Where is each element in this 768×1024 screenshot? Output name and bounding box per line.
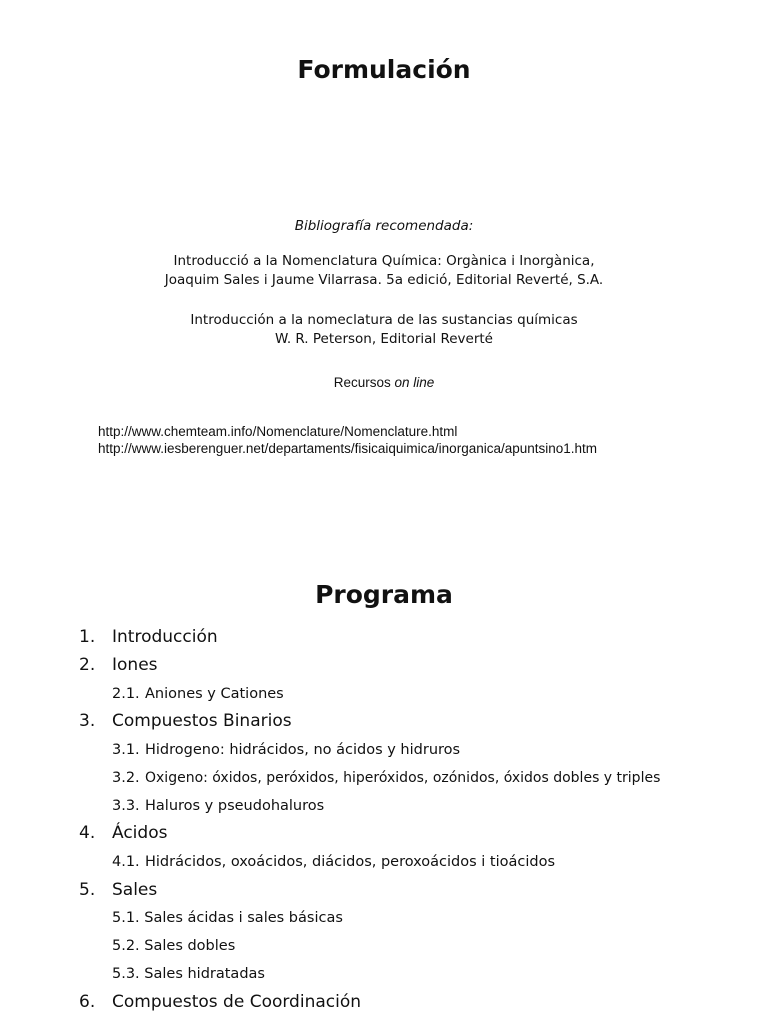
item-text: Hidrogeno: hidrácidos, no ácidos y hidruros [145, 742, 461, 758]
item-text: Oxigeno: óxidos, peróxidos, hiperóxidos, ozónidos, óxidos dobles y triples [145, 770, 661, 786]
item-text: 5.2. Sales dobles [112, 938, 236, 954]
item-number: 2. [79, 655, 96, 675]
item-number: 3. [79, 711, 96, 731]
item-number: 5. [79, 880, 96, 900]
item-text: Compuestos Binarios [112, 711, 292, 731]
page-title: Formulación [297, 55, 471, 84]
item-text: 5.3. Sales hidratadas [112, 966, 265, 982]
item-number: 1. [79, 627, 96, 647]
book1-authors: Joaquim Sales i Jaume Vilarrasa. 5a edició, Editorial Reverté, S.A. [164, 272, 604, 288]
resource-link-iesberenguer[interactable]: http://www.iesberenguer.net/departaments/fisicaiquimica/inorganica/apuntsino1.htm [98, 441, 598, 456]
item-number: 4.1. [112, 854, 140, 870]
book2-title: Introducción a la nomeclatura de las sustancias químicas [190, 312, 578, 328]
item-number: 3.1. [112, 742, 140, 758]
item-text: Iones [112, 655, 158, 675]
bibliography-heading: Bibliografía recomendada: [294, 218, 474, 234]
item-text: 5.1. Sales ácidas i sales básicas [112, 910, 343, 926]
item-text: Ácidos [112, 823, 168, 843]
item-number: 6. [79, 992, 96, 1012]
resources-label-italic: on line [394, 375, 435, 390]
book1-title: Introducció a la Nomenclatura Química: Orgànica i Inorgànica, [173, 253, 595, 269]
item-text: Aniones y Cationes [145, 686, 284, 702]
resources-label [0, 373, 768, 392]
item-number: 4. [79, 823, 96, 843]
item-text: Introducción [112, 627, 218, 647]
item-number: 3.2. [112, 770, 140, 786]
item-text: Haluros y pseudohaluros [145, 798, 325, 814]
book2-authors: W. R. Peterson, Editorial Reverté [275, 331, 493, 347]
item-text: Compuestos de Coordinación [112, 992, 362, 1012]
item-text: Hidrácidos, oxoácidos, diácidos, peroxoácidos i tioácidos [145, 854, 556, 870]
item-number: 3.3. [112, 798, 140, 814]
resource-link-chemteam[interactable]: http://www.chemteam.info/Nomenclature/Nomenclature.html [98, 424, 458, 439]
item-number: 2.1. [112, 686, 140, 702]
programa-title: Programa [315, 580, 453, 609]
resources-label-prefix: Recursos [333, 375, 395, 390]
item-text: Sales [112, 880, 158, 900]
